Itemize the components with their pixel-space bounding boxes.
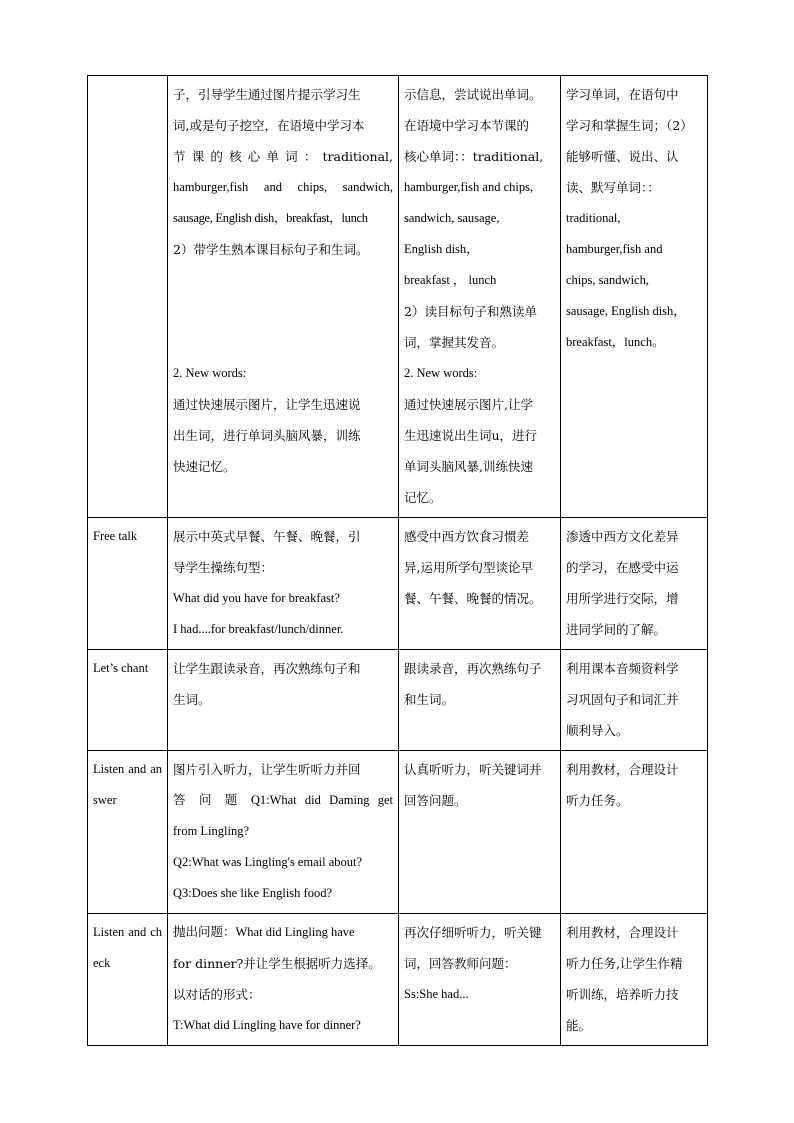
teacher-activity-cell xyxy=(168,914,399,1046)
teacher-line: 子，引导学生通过图片提示学习生 xyxy=(173,87,361,102)
teacher-line: 通过快速展示图片，让学生迅速说 xyxy=(173,397,361,412)
teacher-line: T:What did Lingling have for dinner? xyxy=(173,1018,361,1032)
purpose-line: 听训练，培养听力技 xyxy=(566,987,679,1002)
purpose-line: 学习单词，在语句中 xyxy=(566,87,679,102)
teacher-line: 图片引入听力，让学生听听力并回 xyxy=(173,762,361,777)
teacher-line: 快速记忆。 xyxy=(173,459,236,474)
teacher-activity-cell xyxy=(168,76,399,518)
teacher-line: 让学生跟读录音，再次熟练句子和 xyxy=(173,661,361,676)
purpose-line: 听力任务。 xyxy=(566,793,629,808)
purpose-line: 学习和掌握生词；（2） xyxy=(566,118,693,133)
student-line: 词，回答教师问题： xyxy=(404,956,517,971)
student-line: English dish， xyxy=(404,242,479,256)
step-label-cell xyxy=(88,751,168,914)
teacher-line: Q2:What was Lingling's email about? xyxy=(173,855,363,869)
teacher-activity-cell xyxy=(168,518,399,650)
purpose-line: 利用教材，合理设计 xyxy=(566,925,679,940)
purpose-line: 习巩固句子和词汇并 xyxy=(566,692,679,707)
teacher-line: from Lingling? xyxy=(173,824,250,838)
student-line: 2）读目标句子和熟读单 xyxy=(404,304,537,319)
purpose-line: 利用教材，合理设计 xyxy=(566,762,679,777)
step-label: Listen and answer xyxy=(93,762,162,807)
purpose-line: chips, sandwich, xyxy=(566,273,649,287)
teacher-line: 生词。 xyxy=(173,692,211,707)
student-line: 生迅速说出生词u，进行 xyxy=(404,428,538,443)
student-line: 回答问题。 xyxy=(404,793,467,808)
student-line: 词，掌握其发音。 xyxy=(404,335,505,350)
step-label: Listen and check xyxy=(93,925,162,970)
student-line: 通过快速展示图片,让学 xyxy=(404,397,533,412)
student-line: 感受中西方饮食习惯差 xyxy=(404,529,530,544)
purpose-cell xyxy=(561,751,708,914)
teacher-line: 展示中英式早餐、午餐、晚餐，引 xyxy=(173,529,361,544)
lesson-plan-table xyxy=(87,75,708,1046)
purpose-line: breakfast，lunch。 xyxy=(566,335,665,349)
purpose-line: 听力任务,让学生作精 xyxy=(566,956,683,971)
student-activity-cell xyxy=(399,650,561,751)
step-label-cell xyxy=(88,518,168,650)
student-line: 和生词。 xyxy=(404,692,455,707)
purpose-line: sausage, English dish， xyxy=(566,304,686,318)
teacher-line: sausage, English dish，breakfast，lunch xyxy=(173,211,368,225)
step-label: Let’s chant xyxy=(93,661,149,675)
purpose-line: 的学习，在感受中运 xyxy=(566,560,679,575)
step-label: Free talk xyxy=(93,529,138,543)
teacher-line: 抛出问题：What did Lingling have xyxy=(173,925,355,939)
purpose-line: 读、默写单词：： xyxy=(566,180,660,195)
purpose-line: 进同学间的了解。 xyxy=(566,622,667,637)
teacher-line: What did you have for breakfast? xyxy=(173,591,340,605)
step-label-cell xyxy=(88,650,168,751)
purpose-cell xyxy=(561,518,708,650)
teacher-line: 导学生操练句型： xyxy=(173,560,274,575)
student-line: 示信息，尝试说出单词。 xyxy=(404,87,542,102)
student-activity-cell xyxy=(399,751,561,914)
student-line: breakfast ， lunch xyxy=(404,273,497,287)
cell-spacer xyxy=(173,265,393,358)
student-line: 认真听听力，听关键词并 xyxy=(404,762,542,777)
teacher-line: hamburger,fish and chips, sandwich, xyxy=(173,180,393,194)
teacher-line: 以对话的形式： xyxy=(173,987,261,1002)
student-line: 核心单词：：traditional, xyxy=(404,149,544,164)
student-line: 单词头脑风暴,训练快速 xyxy=(404,459,533,474)
step-label-cell xyxy=(88,914,168,1046)
table-row-vocabulary xyxy=(88,76,708,518)
purpose-line: 能够听懂、说出、认 xyxy=(566,149,679,164)
table-row-free-talk xyxy=(88,518,708,650)
teacher-line: 节 课 的 核 心 单 词 ： traditional, xyxy=(173,149,393,164)
purpose-line: 能。 xyxy=(566,1018,592,1033)
student-line: Ss:She had... xyxy=(404,987,469,1001)
student-line: 餐、午餐、晚餐的情况。 xyxy=(404,591,542,606)
purpose-line: hamburger,fish and xyxy=(566,242,663,256)
teacher-line: I had....for breakfast/lunch/dinner. xyxy=(173,622,344,636)
purpose-cell xyxy=(561,76,708,518)
student-line: 记忆。 xyxy=(404,490,442,505)
purpose-cell xyxy=(561,650,708,751)
teacher-line: for dinner?并让学生根据听力选择。 xyxy=(173,956,381,971)
purpose-line: traditional, xyxy=(566,211,621,225)
teacher-line: 2. New words: xyxy=(173,366,247,380)
purpose-cell xyxy=(561,914,708,1046)
step-label-cell xyxy=(88,76,168,518)
student-line: 再次仔细听听力，听关键 xyxy=(404,925,542,940)
purpose-line: 用所学进行交际，增 xyxy=(566,591,679,606)
table-row-listen-and-check xyxy=(88,914,708,1046)
teacher-line: 词,或是句子挖空，在语境中学习本 xyxy=(173,118,365,133)
student-line: hamburger,fish and chips, xyxy=(404,180,534,194)
table-row-lets-chant xyxy=(88,650,708,751)
table-row-listen-and-answer xyxy=(88,751,708,914)
student-activity-cell xyxy=(399,76,561,518)
purpose-line: 渗透中西方文化差异 xyxy=(566,529,679,544)
student-line: 跟读录音，再次熟练句子 xyxy=(404,661,542,676)
teacher-activity-cell xyxy=(168,751,399,914)
student-line: 异,运用所学句型谈论早 xyxy=(404,560,533,575)
student-line: 在语境中学习本节课的 xyxy=(404,118,530,133)
teacher-line: 出生词，进行单词头脑风暴，训练 xyxy=(173,428,361,443)
student-activity-cell xyxy=(399,518,561,650)
student-activity-cell xyxy=(399,914,561,1046)
teacher-line: 2）带学生熟本课目标句子和生词。 xyxy=(173,242,369,257)
purpose-line: 利用课本音频资料学 xyxy=(566,661,679,676)
teacher-line: 答 问 题 Q1:What did Daming get xyxy=(173,793,393,807)
student-line: 2. New words: xyxy=(404,366,478,380)
teacher-line: Q3:Does she like English food? xyxy=(173,886,333,900)
purpose-line: 顺利导入。 xyxy=(566,723,629,738)
teacher-activity-cell xyxy=(168,650,399,751)
student-line: sandwich, sausage, xyxy=(404,211,500,225)
